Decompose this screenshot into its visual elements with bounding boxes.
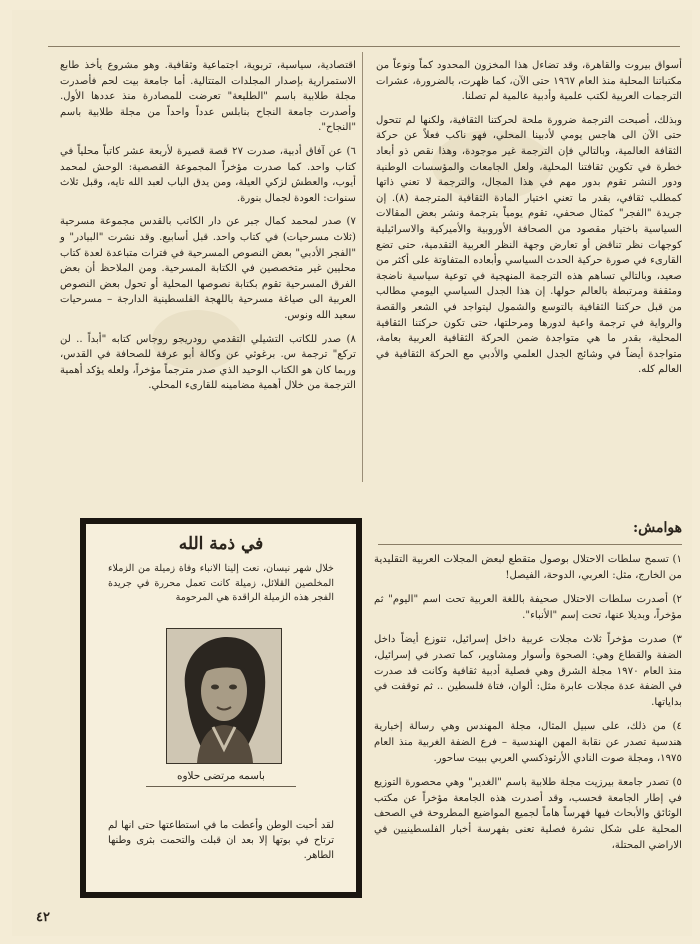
page-number: ٤٢ bbox=[36, 910, 50, 925]
magazine-page bbox=[12, 10, 692, 936]
column-divider bbox=[362, 52, 363, 482]
continuation-column bbox=[60, 58, 356, 402]
note-item: ٣) صدرت مؤخراً ثلاث مجلات عربية داخل إسرائيل، تتوزع أيضاً داخل الضفة والقطاع وهي: الصحوة وأسوار ومشاوير، كما تصدر في إسرائيل، منذ العام ١٩٧٠ مجلة الشرق وهي فصلية أدبية ثقافية وكانت قد صدرت في الضفة عدة مجلات عابرة مثل: ألوان، فتاة فلسطين .. ثم توقفت في بداياتها. bbox=[374, 634, 682, 708]
obituary-intro: خلال شهر نيسان، نعت إلينا الانباء وفاة زميلة من الزملاء المخلصين القلائل، زميلة كانت تعمل محررة في جريدة الفجر هذه الزميلة الراقدة هي المرحومة bbox=[108, 563, 334, 603]
portrait-photo bbox=[166, 628, 282, 764]
obituary-title: في ذمة الله bbox=[178, 534, 264, 554]
obituary-box bbox=[80, 518, 362, 898]
note-item: ٧) صدر لمحمد كمال جبر عن دار الكاتب بالقدس مجموعة مسرحية (ثلاث مسرحيات) في كتاب واحد. قبل أسابيع. وقد نشرت "البيادر" و "الفجر الأدبي" بعض النصوص المسرحية في فترات متباعدة لعدة كتاب محليين غير متخصصين في الكتابة المسرحية. ومن الملاحظ أن بعض الفرق المسرحية تقوم بكتابة نصوصها المحلية أو تحول بعض النصوص العربية الى صياغة مسرحية باللهجة الفلسطينية الدارجة – مسرحيات سعيد الله ونوس. bbox=[60, 216, 356, 321]
notes-heading: هوامش: bbox=[632, 520, 682, 536]
paragraph: أسواق بيروت والقاهرة، وقد تضاءل هذا المخزون المحدود كماً ونوعاً من مكتباتنا المحلية منذ العام ١٩٦٧ حتى الآن، كما ظهرت، بالضرورة، عشرات الترجمات العربية لكتب علمية وأدبية عالمية لم تصلنا. bbox=[376, 60, 683, 103]
caption-rule bbox=[146, 786, 296, 787]
paragraph: اقتصادية، سياسية، تربوية، اجتماعية وثقافية. وهو مشروع يأخذ طابع الاستمرارية بإصدار المجلدات المتتالية. أما جامعة بيت لحم فأصدرت مجلة طلابية باسم "الطليعة" تعرضت للمصادرة منذ عددها الأول. وأصدرت جامعة النجاح بنابلس عدداً واحداً من مجلة طلابية باسم "النجاح". bbox=[60, 60, 356, 134]
obituary-closing: لقد أحبت الوطن وأعطت ما في استطاعتها حتى انها لم ترتاح في بوتها إلا بعد ان قبلت والتحمت بثرى وطنها الطاهر. bbox=[108, 820, 334, 861]
notes-rule bbox=[378, 544, 682, 545]
photo-caption: باسمه مرتضى حلاوه bbox=[177, 770, 265, 782]
top-rule bbox=[48, 46, 680, 47]
note-item: ٨) صدر للكاتب التشيلي التقدمي رودريجو روجاس كتابه "أبداً .. لن تركع" ترجمة س. برغوثي عن وكالة أبو عرفة للصحافة في القدس، وربما كان هو الكتاب الوحيد الذي صدر مترجماً مؤخراً، ولعله يؤكد أهمية الترجمة من خلال أهمية مضامينه للقارىء المحلي. bbox=[60, 333, 356, 392]
note-item: ٥) تصدر جامعة بيرزيت مجلة طلابية باسم "الغدير" وهي محصورة التوزيع في إطار الجامعة فحسب، وقد أصدرت هذه الجامعة مؤخراً عن مكتب الوثائق والأبحاث فيها فهرساً هاماً لجميع المواضيع المطروحة في الصحف المحلية على شكل نشرة فصلية تعنى بفهرسة أخبار الفلسطينيين في الاراضي المحتلة، bbox=[374, 777, 682, 851]
note-item: ٦) عن آفاق أدبية، صدرت ٢٧ قصة قصيرة لأربعة عشر كاتباً محلياً في كتاب واحد. كما صدرت مؤخراً المجموعة القصصية: الوحش لمحمد أيوب، والعطش لزكي العيلة، ومن يدق الباب لعبد الله تايه، وقبل ثلاث سنوات: العودة لجمال بنورة. bbox=[60, 145, 356, 204]
note-item: ٤) من ذلك، على سبيل المثال، مجلة المهندس وهي رسالة إخبارية هندسية تصدر عن نقابة المهن الهندسية – فرع الضفة الغربية منذ العام ١٩٧٥، ومجلة صوت النادي الأرثوذكسي العربي ببيت ساحور. bbox=[374, 721, 682, 764]
portrait-image bbox=[167, 629, 281, 763]
paragraph: وبذلك، أصبحت الترجمة ضرورة ملحة لحركتنا الثقافية، ولكنها لم تتحول حتى الآن الى هاجس يومي لأدبينا المحلي، فهو ناكب فعلاً عن حركة الثقافة العالمية، وبالتالي فإن الترجمة غير موجودة، وهذا نقص ذو أبعاد خطرة في تكوين ثقافتنا المحلية، ولعل الجامعات والمؤسسات الوطنية ودور النشر تقوم بدور مهم في هذا المجال، والترجمة لا تعني ذاتها كمطلب ثقافي، بقدر ما تعني اختيار المادة الثقافية المترجمة (٨). إن جريدة "الفجر" كمثال صحفي، تقوم يومياً بترجمة ونشر بعض المقالات السياسية باختيار مقصود من الصحافة الأوروبية والأميركية والاسرائيلية كوجهات نظر تناقض أو تعارض وجهة النظر العربية التقدمية، حتى تضع القارىء في صورة حركية الحدث السياسي وأبعاده المتفاوتة على أكثر من صعيد، وبالتالي تساهم هذه الترجمة المنهجية في توعية سياسية ناضجة ومثقفة ومرتبطة بالعالم حولها. إن هذا الجدل السياسي اليومي مطالب من قبل حركتنا الثقافية بالتوسع والشمول ليتواجد في الشعر والقصة والرواية في ترجمة واعية لدورها ومرحلتها، حتى تكون حركتنا الثقافية المحلية، بقدر ما هي متواجدة ضمن الحركة الثقافية العربية بعامة، متواجدة أيضاً في وشائج الجدل العلمي والأدبي مع الحركة الثقافية في العالم كله. bbox=[376, 114, 682, 376]
note-item: ١) تسمح سلطات الاحتلال بوصول متقطع لبعض المجلات العربية التقليدية من الخارج، مثل: العربي، الدوحة، الفيصل! bbox=[374, 554, 682, 581]
main-text-column bbox=[376, 58, 682, 386]
notes-list bbox=[374, 552, 682, 862]
note-item: ٢) أصدرت سلطات الاحتلال صحيفة باللغة العربية تحت اسم "اليوم" ثم مؤخراً، وبديلا عنها، تحت إسم "الأنباء". bbox=[374, 594, 682, 621]
